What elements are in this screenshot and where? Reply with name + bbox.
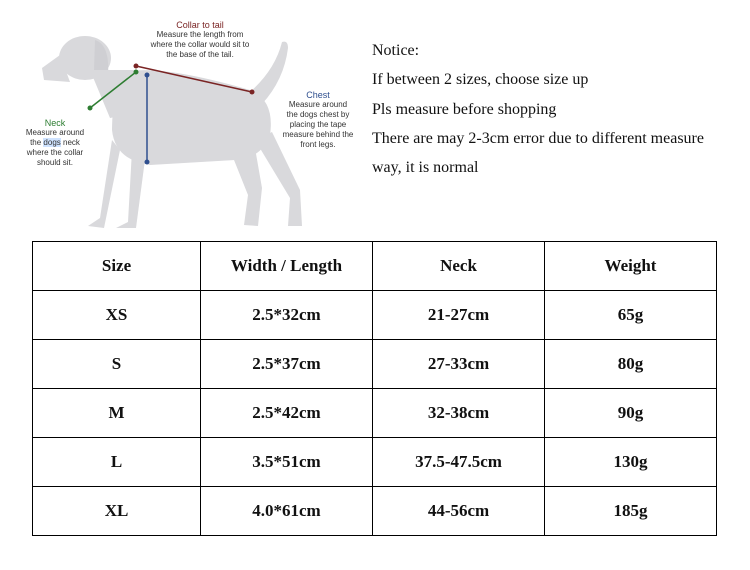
cell-width-length: 3.5*51cm: [201, 438, 373, 487]
cell-neck: 37.5-47.5cm: [373, 438, 545, 487]
dog-measurement-diagram: [0, 0, 370, 235]
neck-desc-2-post: neck: [60, 138, 80, 147]
chest-desc-1: Measure around: [288, 100, 348, 109]
table-row: [33, 291, 717, 340]
cell-size: M: [33, 389, 201, 438]
cell-size: S: [33, 340, 201, 389]
chest-desc-5: front legs.: [300, 140, 336, 149]
table-row: [33, 340, 717, 389]
collar-to-tail-title: Collar to tail: [176, 20, 224, 30]
header-neck: Neck: [373, 242, 545, 291]
cell-width-length: 2.5*37cm: [201, 340, 373, 389]
neck-desc-2: [18, 138, 92, 148]
chest-desc-4: measure behind the: [282, 130, 354, 139]
table-row: [33, 438, 717, 487]
collar-to-tail-desc-2: where the collar would sit to: [150, 40, 250, 49]
notice-block: [372, 36, 750, 182]
neck-desc-3: where the collar: [26, 148, 84, 157]
notice-line-4: way, it is normal: [372, 159, 479, 177]
header-width-length: Width / Length: [201, 242, 373, 291]
header-weight: Weight: [545, 242, 717, 291]
cell-width-length: 4.0*61cm: [201, 487, 373, 536]
notice-line-3: There are may 2-3cm error due to different measure: [372, 129, 704, 147]
cell-weight: 80g: [545, 340, 717, 389]
cell-width-length: 2.5*32cm: [201, 291, 373, 340]
header-size: Size: [33, 242, 201, 291]
cell-weight: 65g: [545, 291, 717, 340]
cell-weight: 90g: [545, 389, 717, 438]
neck-desc-4: should sit.: [36, 158, 74, 167]
notice-title: Notice:: [372, 42, 420, 59]
table-header-row: [33, 242, 717, 291]
cell-neck: 27-33cm: [373, 340, 545, 389]
collar-to-tail-desc-3: the base of the tail.: [166, 50, 234, 59]
cell-weight: 130g: [545, 438, 717, 487]
size-chart-table: [32, 241, 717, 536]
notice-line-1: If between 2 sizes, choose size up: [372, 71, 589, 89]
neck-title: Neck: [44, 118, 66, 128]
cell-width-length: 2.5*42cm: [201, 389, 373, 438]
cell-neck: 32-38cm: [373, 389, 545, 438]
chest-desc-2: the dogs chest by: [286, 110, 350, 119]
chest-label: [276, 90, 360, 150]
cell-size: XS: [33, 291, 201, 340]
cell-size: XL: [33, 487, 201, 536]
neck-desc-2-highlight: dogs: [43, 138, 61, 147]
cell-neck: 44-56cm: [373, 487, 545, 536]
chest-desc-3: placing the tape: [289, 120, 347, 129]
collar-to-tail-label: [140, 20, 260, 60]
collar-to-tail-desc-1: Measure the length from: [156, 30, 244, 39]
table-row: [33, 389, 717, 438]
neck-desc-1: Measure around: [25, 128, 85, 137]
cell-weight: 185g: [545, 487, 717, 536]
notice-line-2: Pls measure before shopping: [372, 100, 557, 118]
neck-desc-2-pre: the: [30, 138, 44, 147]
neck-label: [18, 118, 92, 168]
cell-size: L: [33, 438, 201, 487]
table-row: [33, 487, 717, 536]
chest-title: Chest: [306, 90, 330, 100]
cell-neck: 21-27cm: [373, 291, 545, 340]
